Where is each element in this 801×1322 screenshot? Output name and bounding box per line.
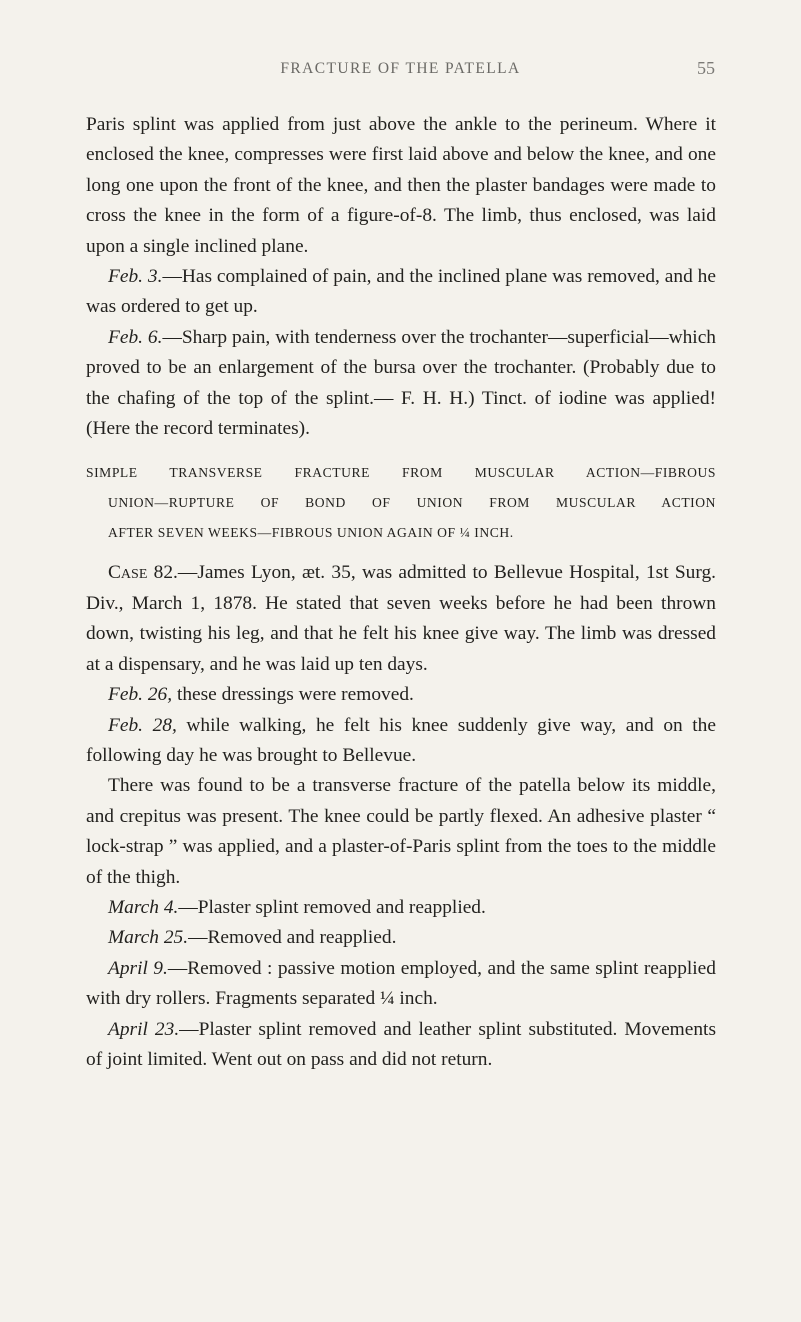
paragraph-splint: Paris splint was applied from just above the ankle to the perineum. Where it enclosed the knee, compresses were first laid above and below the knee, and one long one upon the front of the knee, and then the plaster bandages were made to cross the knee in the form of a figure-of-8. The limb, thus enclosed, was laid upon a single inclined plane. xyxy=(86,114,716,257)
entry-text: these dressings were removed. xyxy=(172,684,414,706)
entry-date: Feb. 28, xyxy=(108,714,177,736)
entry-date: March 4. xyxy=(108,896,179,918)
entry-april-23 xyxy=(86,1015,716,1076)
entry-date: April 23. xyxy=(108,1018,180,1040)
entry-feb-3 xyxy=(86,262,716,323)
case-paragraph xyxy=(86,558,716,680)
entry-text: —Has complained of pain, and the inclined plane was removed, and he was ordered to get up. xyxy=(86,266,716,318)
entry-feb-6 xyxy=(86,323,716,445)
page-body xyxy=(86,110,716,1075)
entry-date: April 9. xyxy=(108,957,168,979)
page-number: 55 xyxy=(697,58,715,78)
entry-april-9 xyxy=(86,954,716,1015)
entry-date: Feb. 3. xyxy=(108,266,163,288)
heading-line: AFTER SEVEN WEEKS—FIBROUS UNION AGAIN OF ¼ INCH. xyxy=(108,525,514,541)
finding-paragraph: There was found to be a transverse fracture of the patella below its middle, and crepitus was present. The knee could be partly flexed. An adhesive plaster “ lock-strap ” was applied, and a plaster-of-Paris splint from the toes to the middle of the thigh. xyxy=(86,775,716,888)
case-text: —James Lyon, æt. 35, was admitted to Bellevue Hospital, 1st Surg. Div., March 1, 1878. He stated that seven weeks before he had been thrown down, twisting his leg, and that he felt his knee give way. The limb was dressed at a dispensary, and he was laid up ten days. xyxy=(86,562,716,675)
entry-march-25 xyxy=(86,923,716,953)
entry-text: —Removed : passive motion employed, and the same splint reapplied with dry rollers. Fragments separated ¼ inch. xyxy=(86,957,716,1010)
running-title: FRACTURE OF THE PATELLA xyxy=(280,60,521,77)
section-heading xyxy=(86,458,716,548)
entry-date: March 25. xyxy=(108,927,189,949)
entry-text: while walking, he felt his knee suddenly give way, and on the following day he was brought to Bellevue. xyxy=(86,714,716,766)
running-header xyxy=(0,60,801,90)
entry-date: Feb. 6. xyxy=(108,326,163,348)
entry-feb-26 xyxy=(86,680,716,710)
entry-text: —Sharp pain, with tenderness over the trochanter—superficial—which proved to be an enlargement of the bursa over the trochanter. (Probably due to the chafing of the top of the splint.— F. H. H.) Tinct. of iodine was applied! (Here the record terminates). xyxy=(86,326,716,440)
heading-line: UNION—RUPTURE OF BOND OF UNION FROM MUSCULAR ACTION xyxy=(108,495,716,511)
heading-line: SIMPLE TRANSVERSE FRACTURE FROM MUSCULAR ACTION—FIBROUS xyxy=(86,465,716,481)
case-label: Case 82. xyxy=(108,562,178,584)
entry-march-4 xyxy=(86,893,716,923)
entry-text: —Plaster splint removed and reapplied. xyxy=(178,896,486,918)
entry-text: —Plaster splint removed and leather splint substituted. Movements of joint limited. Went out on pass and did not return. xyxy=(86,1018,716,1070)
entry-text: —Removed and reapplied. xyxy=(188,927,397,949)
entry-feb-28 xyxy=(86,711,716,772)
entry-date: Feb. 26, xyxy=(108,684,173,706)
